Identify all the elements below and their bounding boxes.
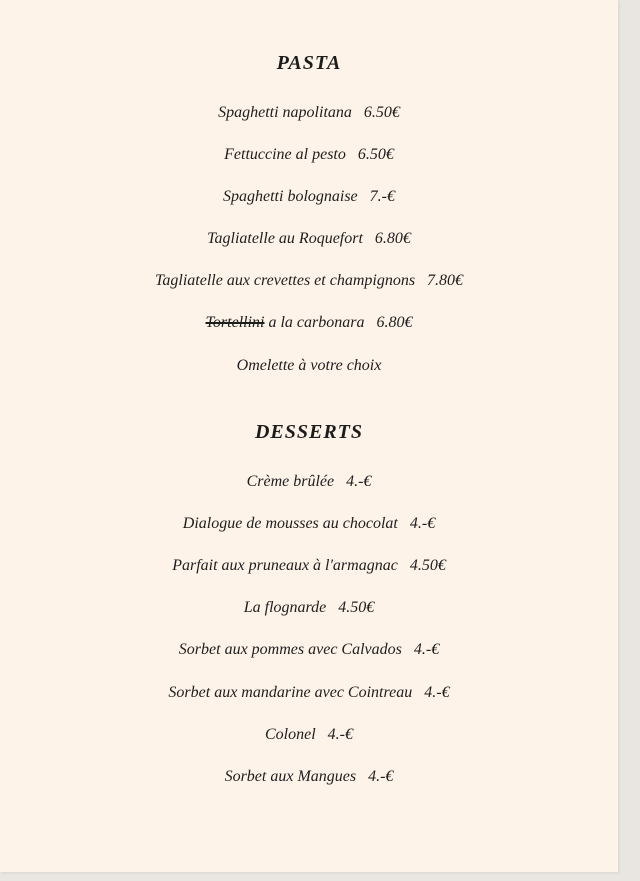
struck-word: Tortellini: [205, 314, 265, 331]
menu-item: [0, 725, 618, 745]
item-name: Fettuccine al pesto: [224, 146, 346, 163]
item-name: Sorbet aux mandarine avec Cointreau: [168, 684, 413, 701]
item-price: 6.80€: [376, 314, 413, 331]
menu-item: [0, 514, 618, 534]
menu-item: [0, 313, 618, 333]
desserts-heading: DESSERTS: [254, 421, 364, 443]
item-price: 4.-€: [424, 684, 450, 701]
item-name: Tagliatelle au Roquefort: [207, 230, 363, 247]
item-price: 4.-€: [327, 726, 353, 743]
item-name: Crème brûlée: [246, 473, 335, 490]
menu-item: [0, 271, 618, 291]
item-price: 4.-€: [409, 515, 436, 532]
menu-item: [0, 187, 618, 207]
item-price: 6.80€: [374, 230, 411, 247]
menu-item: [0, 103, 618, 123]
item-price: 4.-€: [368, 768, 394, 785]
item-name: a la carbonara: [268, 314, 365, 331]
item-price: 4.-€: [413, 641, 440, 658]
item-name: Spaghetti napolitana: [218, 104, 352, 121]
menu-item: [0, 683, 618, 703]
menu-item: [0, 356, 618, 376]
item-name: La flognarde: [243, 599, 327, 616]
menu-item: [0, 598, 618, 618]
item-price: 7.80€: [427, 272, 464, 289]
item-name: Spaghetti bolognaise: [223, 188, 358, 205]
item-name: Omelette à votre choix: [236, 357, 382, 374]
pasta-heading: PASTA: [276, 52, 342, 74]
menu-item: [0, 640, 618, 660]
item-name: Tagliatelle aux crevettes et champignons: [154, 272, 416, 289]
item-name: Sorbet aux Mangues: [224, 768, 357, 785]
item-price: 4.50€: [338, 599, 375, 616]
menu-item: [0, 472, 618, 492]
menu-item: [0, 767, 618, 787]
menu-item: [0, 229, 618, 249]
item-price: 4.50€: [409, 557, 446, 574]
item-price: 7.-€: [369, 188, 395, 205]
menu-item: [0, 556, 618, 576]
menu-item: [0, 145, 618, 165]
item-price: 6.50€: [363, 104, 400, 121]
item-name: Sorbet aux pommes avec Calvados: [178, 641, 402, 658]
item-price: 6.50€: [357, 146, 394, 163]
item-name: Dialogue de mousses au chocolat: [182, 515, 398, 532]
item-price: 4.-€: [346, 473, 372, 490]
item-name: Parfait aux pruneaux à l'armagnac: [172, 557, 398, 574]
item-name: Colonel: [265, 726, 316, 743]
